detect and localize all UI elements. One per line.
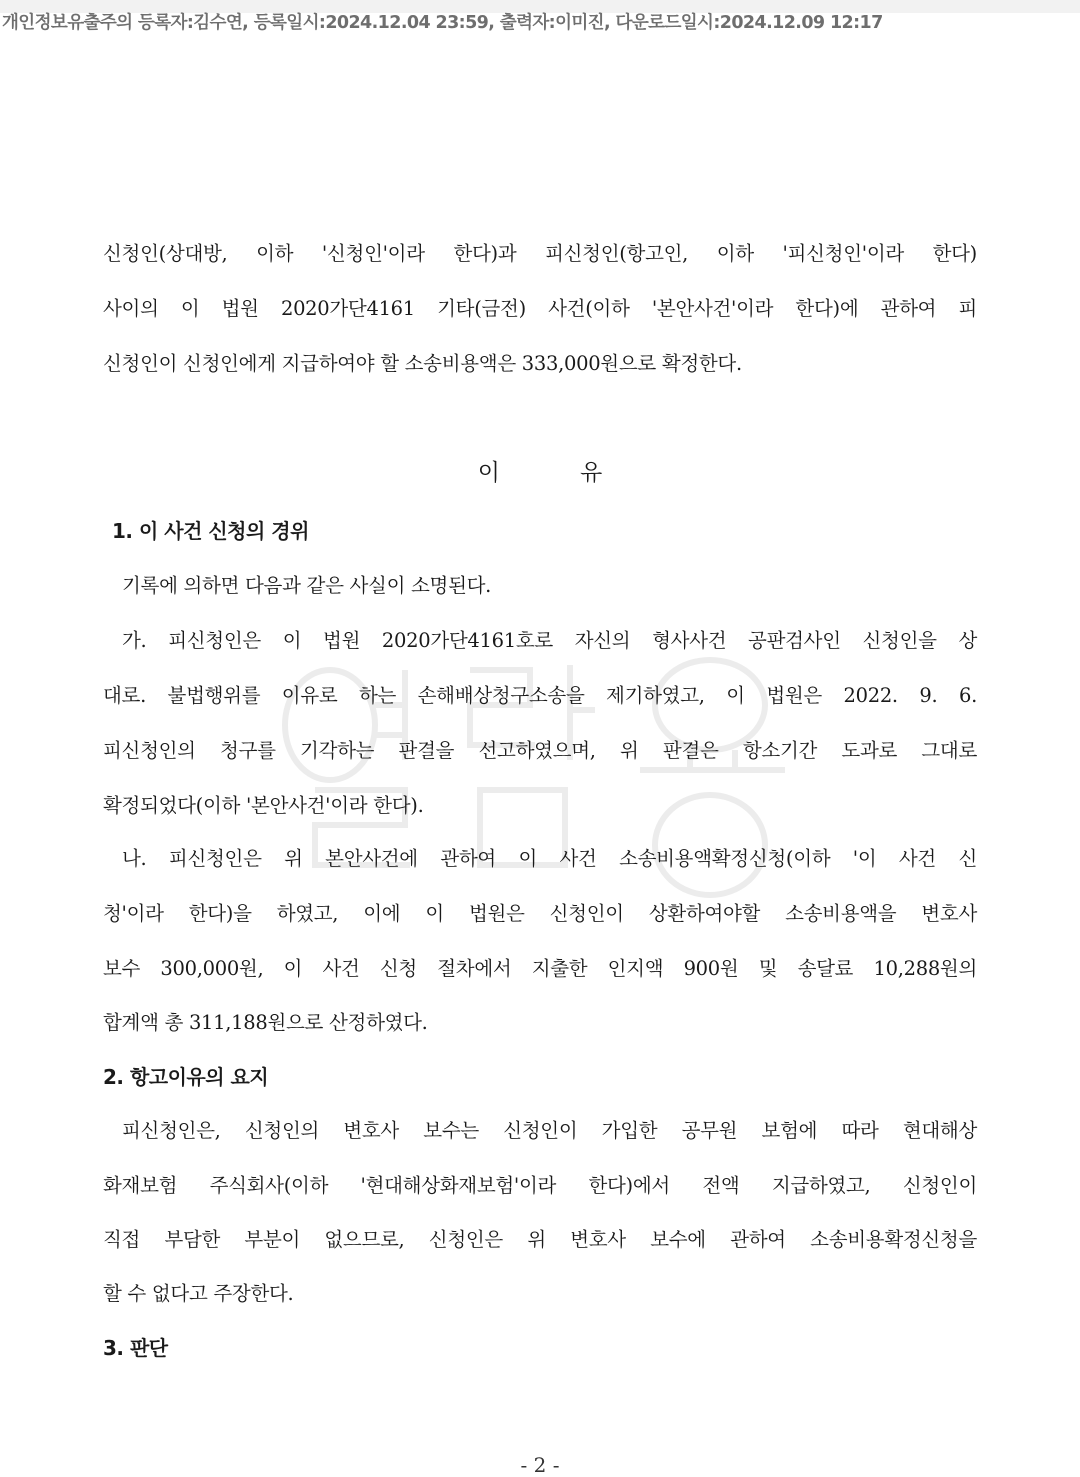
reason-heading-char-2: 유 xyxy=(580,460,603,486)
section-1-na-line-3: 보수 300,000원, 이 사건 신청 절차에서 지출한 인지액 900원 및 송달료 10,288원의 xyxy=(103,957,977,980)
print-header-notice: 개인정보유출주의 등록자:김수연, 등록일시:2024.12.04 23:59, 출력자:이미진, 다운로드일시:2024.12.09 12:17 xyxy=(2,13,883,33)
section-1-ga-line-1: 가. 피신청인은 이 법원 2020가단4161호로 자신의 형사사건 공판검사인 신청인을 상 xyxy=(122,629,977,652)
section-1-ga-line-2: 대로. 불법행위를 이유로 하는 손해배상청구소송을 제기하였고, 이 법원은 2022. 9. 6. xyxy=(103,684,977,707)
section-1-na-line-1: 나. 피신청인은 위 본안사건에 관하여 이 사건 소송비용액확정신청(이하 '이 사건 신 xyxy=(122,847,977,870)
section-2-line-2: 화재보험 주식회사(이하 '현대해상화재보험'이라 한다)에서 전액 지급하였고, 신청인이 xyxy=(103,1174,977,1197)
section-1-title: 1. 이 사건 신청의 경위 xyxy=(112,519,309,543)
section-1-na-line-4: 합계액 총 311,188원으로 산정하였다. xyxy=(103,1011,428,1034)
section-2-title: 2. 항고이유의 요지 xyxy=(103,1065,269,1089)
section-1-ga-line-4: 확정되었다(이하 '본안사건'이라 한다). xyxy=(103,794,424,817)
reason-heading xyxy=(0,458,1080,488)
section-3-title: 3. 판단 xyxy=(103,1336,168,1360)
order-line-3: 신청인이 신청인에게 지급하여야 할 소송비용액은 333,000원으로 확정한다. xyxy=(103,352,742,375)
order-line-1: 신청인(상대방, 이하 '신청인'이라 한다)과 피신청인(항고인, 이하 '피신청인'이라 한다) xyxy=(103,242,977,265)
section-1-na-line-2: 청'이라 한다)을 하였고, 이에 이 법원은 신청인이 상환하여야할 소송비용액을 변호사 xyxy=(103,902,977,925)
page-number: - 2 - xyxy=(520,1453,560,1477)
section-2-line-3: 직접 부담한 부분이 없으므로, 신청인은 위 변호사 보수에 관하여 소송비용확정신청을 xyxy=(103,1228,977,1251)
section-1-ga-line-3: 피신청인의 청구를 기각하는 판결을 선고하였으며, 위 판결은 항소기간 도과로 그대로 xyxy=(103,739,977,762)
section-2-line-4: 할 수 없다고 주장한다. xyxy=(103,1282,294,1305)
order-line-2: 사이의 이 법원 2020가단4161 기타(금전) 사건(이하 '본안사건'이라 한다)에 관하여 피 xyxy=(103,297,977,320)
section-2-line-1: 피신청인은, 신청인의 변호사 보수는 신청인이 가입한 공무원 보험에 따라 현대해상 xyxy=(122,1119,977,1142)
reason-heading-char-1: 이 xyxy=(477,460,500,486)
section-1-intro: 기록에 의하면 다음과 같은 사실이 소명된다. xyxy=(122,574,492,597)
